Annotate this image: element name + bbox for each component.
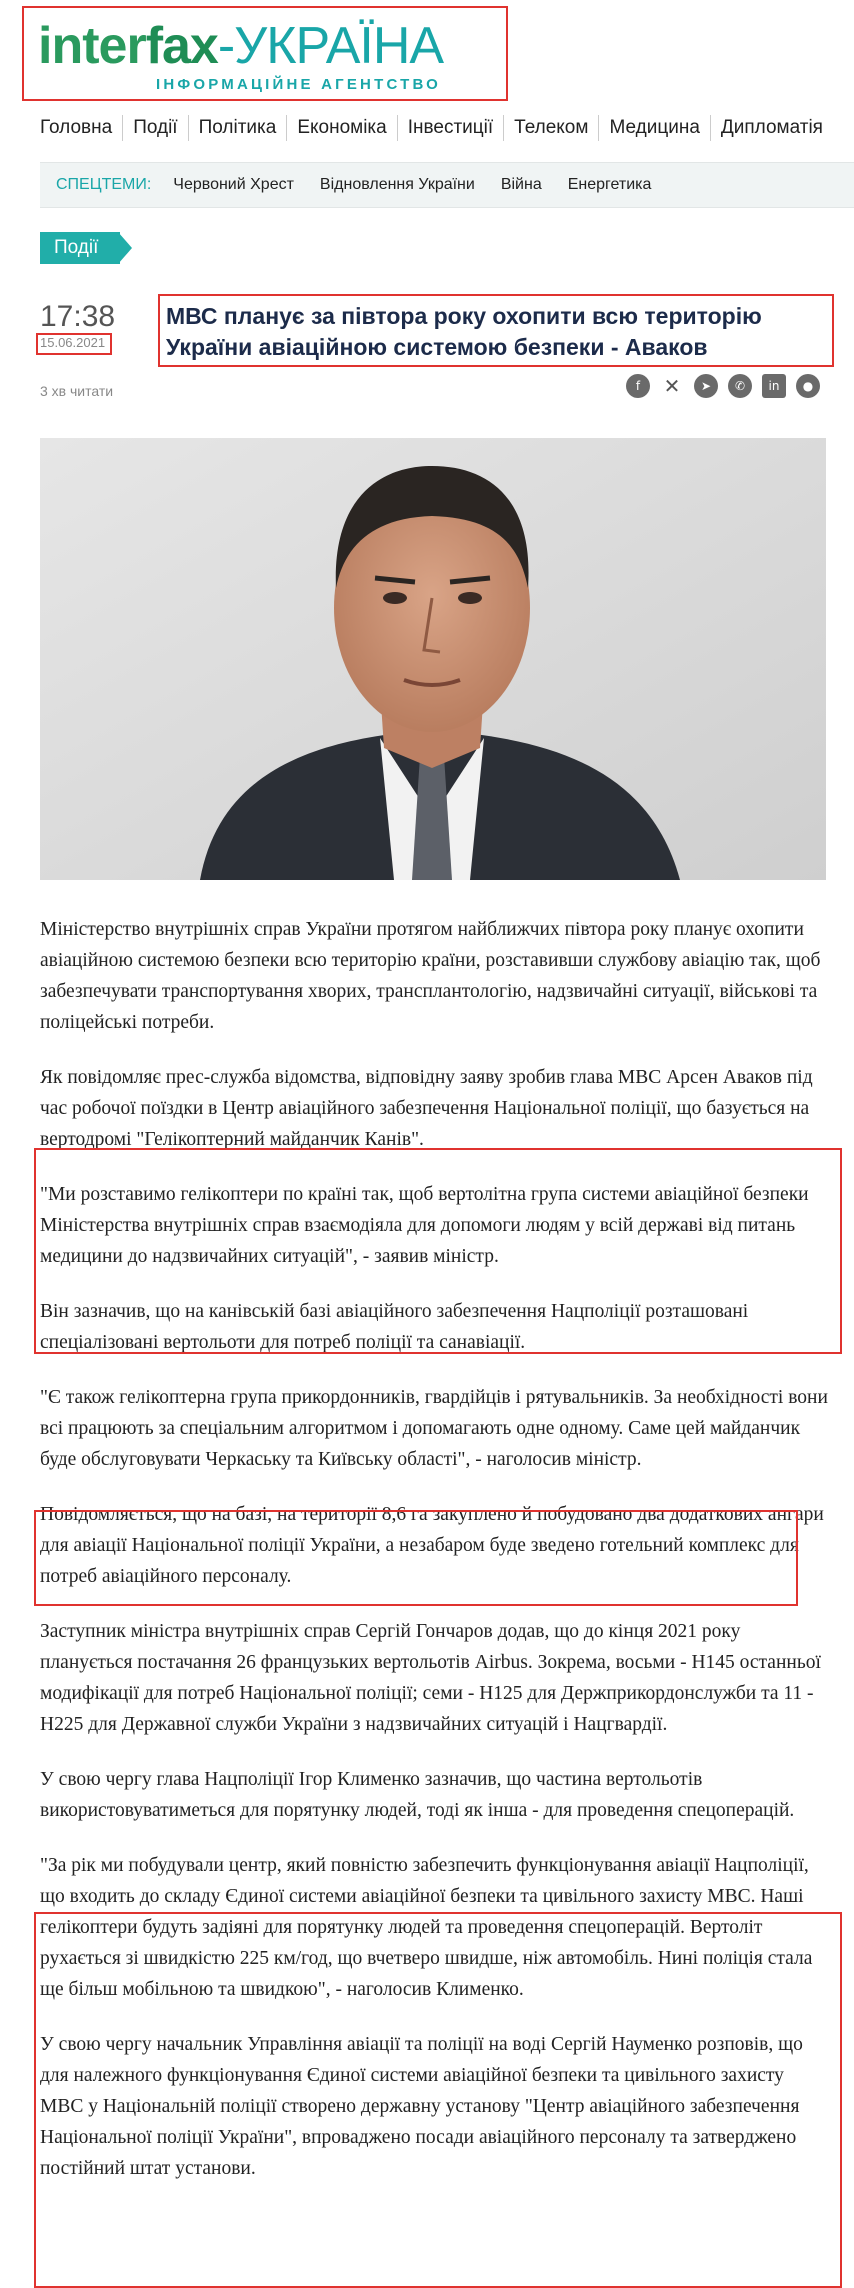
special-topics-bar [40,162,854,208]
rubric-tag[interactable] [40,232,132,264]
nav-item-diplomacy[interactable]: Дипломатія [710,115,833,141]
paragraph: У свою чергу начальник Управління авіації та поліції на воді Сергій Науменко розповів, що для належного функціонування Єдиної системи авіаційної безпеки та цивільного захисту МВС у Національній поліції створено державну установу "Центр авіаційного забезпечення Національної поліції України", впроваджено посади авіаційного персоналу та затверджено постійний штат установи. [40,2034,803,2179]
topic-ukraine-recovery[interactable]: Відновлення України [319,176,475,193]
nav-item-economy[interactable]: Економіка [286,115,396,141]
telegram-icon[interactable]: ➤ [694,374,718,398]
paragraph: У свою чергу глава Нацполіції Ігор Клименко зазначив, що частина вертольотів використовуватиметься для порятунку людей, тоді як інша - для проведення спецоперацій. [40,1769,795,1821]
paragraph: Повідомляється, що на базі, на території 8,6 га закуплено й побудовано два додаткових ангари для авіації Національної поліції України, а незабаром буде зведено готельний комплекс для потреб авіаційного персоналу. [40,1504,824,1587]
facebook-icon[interactable]: f [626,374,650,398]
paragraph: Він зазначив, що на канівській базі авіаційного забезпечення Нацполіції розташовані спеціалізовані вертольоти для потреб поліції та санавіації. [40,1301,749,1353]
reddit-icon[interactable]: ● [796,374,820,398]
nav-item-medicine[interactable]: Медицина [598,115,709,141]
logo-tagline: ІНФОРМАЦІЙНЕ АГЕНТСТВО [156,76,441,93]
x-icon[interactable]: ✕ [663,374,681,398]
paragraph: "За рік ми побудували центр, який повністю забезпечить функціонування авіації Нацполіції, що входить до складу Єдиної системи авіаційної безпеки та цивільного захисту МВС. Наші гелікоптери будуть задіяні для порятунку людей та проведення спецоперацій. Вертоліт рухається зі швидкістю 225 км/год, що вчетверо швидше, ніж автомобіль. Нині поліція стала ще більш мобільною та швидкою", - наголосив Клименко. [40,1855,813,2000]
special-topics-label: СПЕЦТЕМИ: [56,176,152,193]
share-bar [626,374,820,398]
portrait-illustration [40,438,826,880]
article-time: 17:38 [40,300,116,333]
topic-energy[interactable]: Енергетика [567,176,652,193]
paragraph: "Ми розставимо гелікоптери по країні так, щоб вертолітна група системи авіаційної безпеки Міністерства внутрішніх справ взаємодіяла для допомоги людям у всій державі від питань медицини до надзвичайних ситуацій", - заявив міністр. [40,1184,809,1267]
article-photo [40,438,826,880]
topic-red-cross[interactable]: Червоний Хрест [173,176,294,193]
rubric-label: Події [40,232,120,264]
nav-item-events[interactable]: Події [122,115,187,141]
nav-item-telecom[interactable]: Телеком [503,115,598,141]
paragraph: Як повідомляє прес-служба відомства, відповідну заяву зробив глава МВС Арсен Аваков під час робочої поїздки в Центр авіаційного забезпечення Національної поліції, що базується на вертодромі "Гелікоптерний майданчик Канів". [40,1067,813,1150]
article-body [40,914,830,2208]
article-date: 15.06.2021 [40,335,106,350]
topic-war[interactable]: Війна [500,176,542,193]
read-time: 3 хв читати [40,383,114,399]
paragraph: Заступник міністра внутрішніх справ Сергій Гончаров додав, що до кінця 2021 року планується постачання 26 французьких вертольотів Airbus. Зокрема, восьми - Н145 останньої модифікації для потреб Національної поліції; семи - Н125 для Держприкордонслужби та 11 - Н225 для Державної служби України з надзвичайних ситуацій і Нацгвардії. [40,1621,821,1735]
linkedin-icon[interactable]: in [762,374,786,398]
logo-wordmark: interfax-УКРАЇНА [38,17,444,75]
whatsapp-icon[interactable]: ✆ [728,374,752,398]
rubric-arrow [118,232,132,264]
nav-item-home[interactable]: Головна [40,117,113,138]
paragraph: "Є також гелікоптерна група прикордонників, гвардійців і рятувальників. За необхідності вони всі працюють за спеціальним алгоритмом і допомагають одне одному. Саме цей майданчик буде обслуговувати Черкаську та Київську області", - наголосив міністр. [40,1387,828,1470]
site-logo[interactable] [38,17,444,93]
main-nav [40,115,833,141]
nav-item-investments[interactable]: Інвестиції [397,115,503,141]
article-headline: МВС планує за півтора року охопити всю територію України авіаційною системою безпеки - Аваков [166,303,762,360]
nav-item-politics[interactable]: Політика [188,115,287,141]
paragraph: Міністерство внутрішніх справ України протягом найближчих півтора року планує охопити авіаційною системою безпеки всю територію країни, розставивши службову авіацію так, щоб забезпечувати транспортування хворих, трансплантологію, надзвичайні ситуації, військові та поліцейські потреби. [40,919,821,1033]
